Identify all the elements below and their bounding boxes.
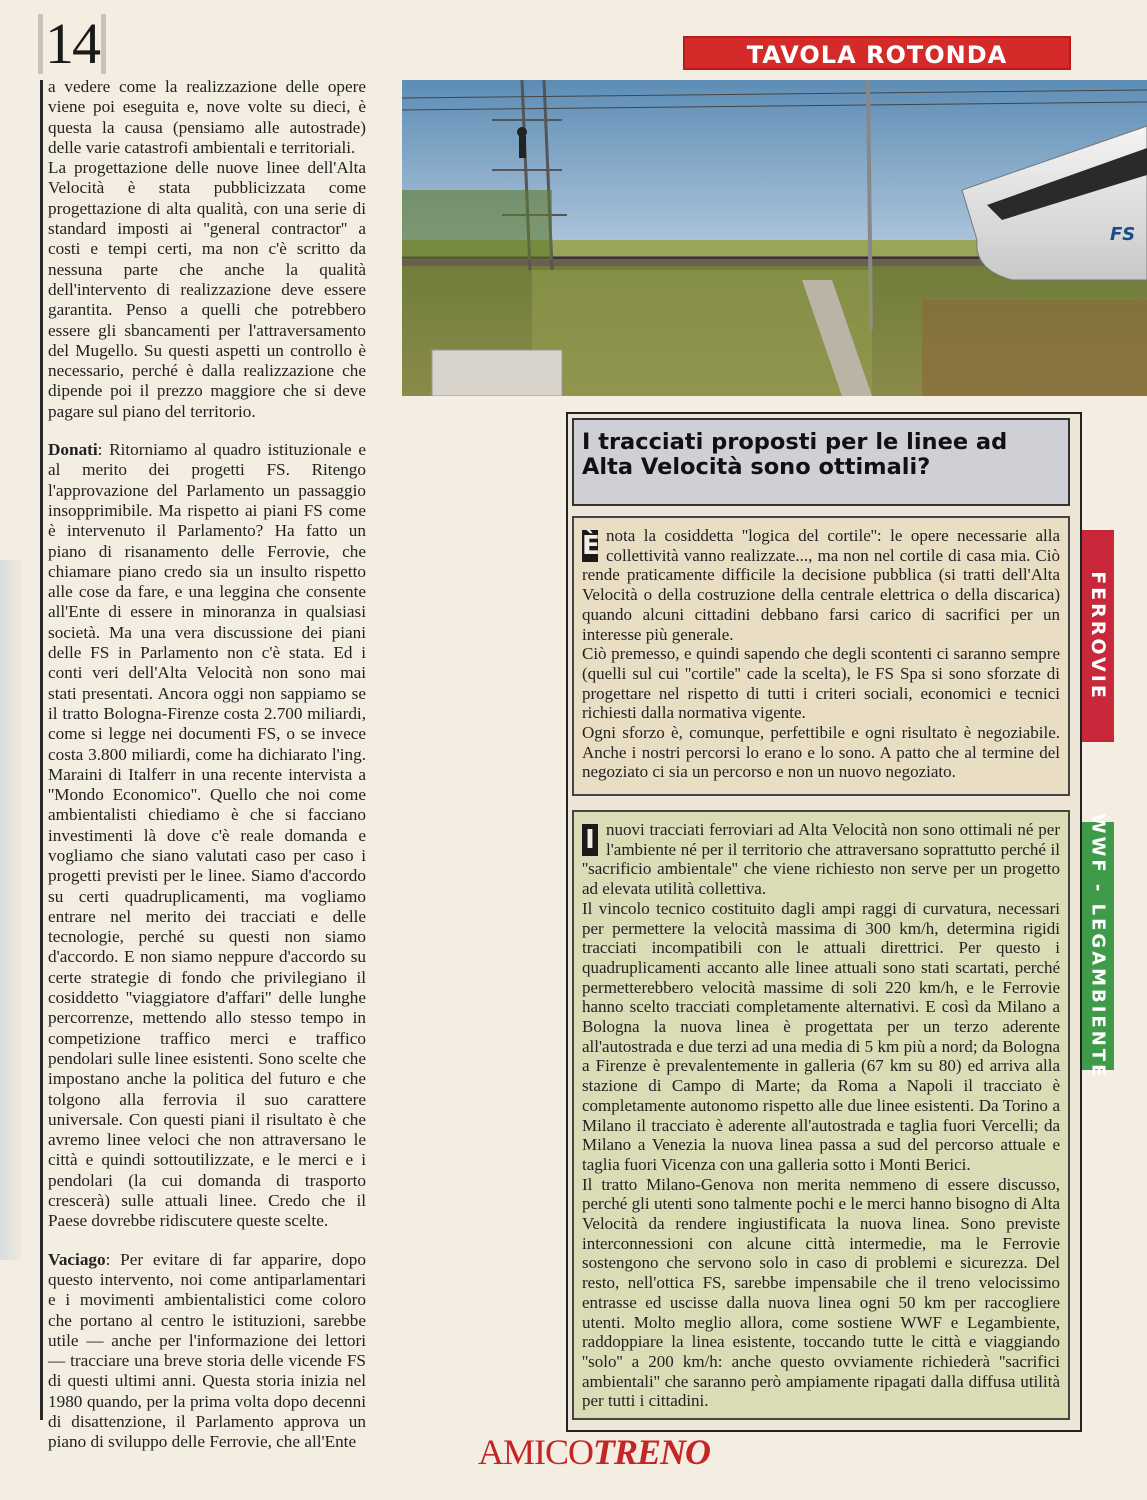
speaker-text: : Ritorniamo al quadro istituzionale e al merito dei progetti FS. Ritengo l'approvazione del Parlamento un passaggio insopprimibile. Ma rispetto ai piani FS come è intervenuto il Parlamento? Ha fatto un piano di risanamento delle Ferrovie, che chiamare piano credo sia un insulto rispetto alle cose da fare, e una leggina che consente all'Ente di essere in minoranza in qualsiasi società. Ma una vera discussione dei piani delle FS in Parlamento non c'è stata. Ed i conti veri dell'Alta Velocità non sono mai stati presentati. Ancora oggi non sappiamo se il tratto Bologna-Firenze costa 2.700 miliardi, come si legge nei documenti FS, o se invece costa 3.800 miliardi, come ha dichiarato l'ing. Maraini di Italferr in una recente intervista a ''Mondo Economico''. Quello che noi come ambientalisti chiediamo è che si facciano investimenti là dove c'è reale domanda e vogliamo che siano valutati caso per caso i progetti previsti per le linee. Siamo d'accordo su certi quadruplicamenti, ma vogliamo entrare nel merito dei tracciati e delle tecnologie, perché su questi non siamo d'accordo. E non siamo neppure d'accordo su certe strategie di fondo che privilegiano il cosiddetto ''viaggiatore d'affari'' delle lunghe percorrenze, mettendo allo stesso tempo in competizione traffico merci e traffico pendolari sulle linee esistenti. Sono scelte che impostano anche la politica del futuro e che tolgono alla ferrovia il suo carattere universale. Con questi piani il risultato è che avremo linee veloci che non attraversano le città e quindi sottoutilizzate, e le merci e i pendolari (la cui domanda di trasporto crescerà) sulle attuali linee. Credo che il Paese dovrebbe ridiscutere queste scelte. bbox=[48, 440, 366, 1231]
page-number: 14 bbox=[38, 14, 106, 74]
answer-paragraph: Ciò premesso, e quindi sapendo che degli scontenti ci saranno sempre (quelli sul cui ''cortile'' cade la scelta), le FS Spa si sono sforzate di progettare nel rispetto di tutti i criteri sociali, economici e tecnici richiesti dalla normativa vigente. bbox=[582, 644, 1060, 723]
page-edge-shading bbox=[0, 560, 22, 1260]
article-paragraph-vaciago bbox=[48, 1250, 366, 1453]
ferrovie-tab bbox=[1082, 530, 1114, 742]
ferrovie-tab-label: FERROVIE bbox=[1087, 571, 1109, 701]
section-header: TAVOLA ROTONDA bbox=[683, 36, 1071, 70]
train-photo bbox=[402, 80, 1147, 396]
logo-part-amico: AMICO bbox=[478, 1432, 594, 1472]
speaker-name: Vaciago bbox=[48, 1249, 106, 1269]
answer-paragraph: nota la cosiddetta ''logica del cortile'': le opere necessarie alla collettività vanno realizzate..., ma non nel cortile di casa mia. Ciò rende praticamente difficile la decisione pubblica (si tratti dell'Alta Velocità o della costruzione della centrale elettrica o della discarica) quando alcuni cittadini debbano farsi carico di sacrifici per un interesse più generale. bbox=[582, 526, 1060, 644]
train-fs-mark: FS bbox=[1110, 224, 1136, 245]
article-paragraph: La progettazione delle nuove linee dell'Alta Velocità è stata pubblicizzata come progettazione di alta qualità, con una serie di standard imposti ai ''general contractor'' a costi e tempi certi, ma non c'è scritto da nessuna parte che anche la qualità dell'intervento di realizzazione deve essere garantita. Penso a quelli che potrebbero essere gli sbancamenti per l'attraversamento del Mugello. Su questi aspetti un controllo è necessario, perché è dalla realizzazione che dipende poi il prezzo maggiore che si deve pagare sul piano del territorio. bbox=[48, 158, 366, 421]
answer-paragraph: nuovi tracciati ferroviari ad Alta Velocità non sono ottimali né per l'ambiente né per il territorio che attraversano soprattutto perché il ''sacrificio ambientale'' che viene richiesto non serve per un progetto ad elevata utilità collettiva. bbox=[582, 820, 1060, 899]
speaker-text: : Per evitare di far apparire, dopo questo intervento, noi come antiparlamentari e i movimenti ambientalistici come coloro che portano al centro le istituzioni, sarebbe utile — anche per l'informazione dei lettori — tracciare una breve storia delle vicende FS di questi ultimi anni. Questa storia inizia nel 1980 quando, per la prima volta dopo decenni di disattenzione, il Parlamento approva un piano di sviluppo delle Ferrovie, che all'Ente bbox=[48, 1249, 366, 1452]
answer-paragraph: Il vincolo tecnico costituito dagli ampi raggi di curvatura, necessari per permettere la velocità massima di 300 km/h, determina rigidi tracciati incompatibili con le attuali direttrici. Per questo i quadruplicamenti accanto alle linee attuali sono stati scartati, perché permetterebbero velocità massime di soli 220 km/h, e le Ferrovie hanno scelto tracciati completamente alternativi. E così da Milano a Bologna la nuova linea è progettata per un terzo aderente all'autostrada e due terzi ad una media di 5 km più a nord; da Bologna a Firenze è prevalentemente in galleria (67 km su 80) ed arriva alla stazione di Campo di Marte; da Roma a Napoli il tracciato è completamente autonomo rispetto alle due linee esistenti. Da Torino a Milano il tracciato è aderente all'autostrada e taglia fuori Vercelli; da Milano a Venezia la nuova linea passa a sud del percorso attuale e taglia fuori Vicenza con una galleria sotto i Monti Berici. bbox=[582, 898, 1060, 1174]
answer-paragraph: Il tratto Milano-Genova non merita nemmeno di essere discusso, perché gli utenti sono talmente pochi e le merci hanno bisogno di Alta Velocità da rendere ingiustificata la nuova linea. Sono previste interconnessioni con alcune città intermedie, ma le Ferrovie sostengono che servono solo in caso di problemi e sicurezza. Del resto, nell'ottica FS, sarebbe impensabile che il treno velocissimo entrasse ed uscisse dalla nuova linea ogni 50 km per raccogliere utenti. Molto meglio allora, come sostiene WWF e Legambiente, raddoppiare la linea esistente, toccando tutte le città e viaggiando ''solo'' a 200 km/h: anche questo ovviamente richiederà ''sacrifici ambientali'' che saranno però ampiamente ripagati dalla diffusa utilità per tutti i cittadini. bbox=[582, 1174, 1060, 1411]
left-column-article bbox=[48, 77, 366, 1453]
speaker-name: Donati bbox=[48, 440, 98, 460]
column-rule bbox=[40, 80, 43, 1420]
dropcap: È bbox=[582, 531, 600, 561]
answer-paragraph: Ogni sforzo è, comunque, perfettibile e ogni risultato è negoziabile. Anche i nostri percorsi lo erano e lo sono. A patto che al termine del negoziato ci sia un percorso e non un nuovo negoziato. bbox=[582, 723, 1060, 782]
magazine-logo bbox=[478, 1432, 711, 1472]
article-paragraph-donati bbox=[48, 440, 366, 1232]
wwf-legambiente-tab bbox=[1082, 813, 1114, 1079]
logo-part-treno: TRENO bbox=[593, 1432, 711, 1472]
dropcap: I bbox=[582, 824, 598, 856]
question-heading: I tracciati proposti per le linee ad Alta Velocità sono ottimali? bbox=[572, 418, 1070, 506]
article-paragraph: a vedere come la realizzazione delle opere viene poi eseguita e, nove volte su dieci, è questa la causa (pensiamo alle autostrade) delle varie catastrofi ambientali e territoriali. bbox=[48, 77, 366, 157]
train-photo-illustration bbox=[402, 80, 1147, 396]
wwf-legambiente-answer-box bbox=[572, 810, 1070, 1420]
wwf-tab-label: WWF - LEGAMBIENTE bbox=[1087, 813, 1109, 1079]
ferrovie-answer-box bbox=[572, 516, 1070, 796]
